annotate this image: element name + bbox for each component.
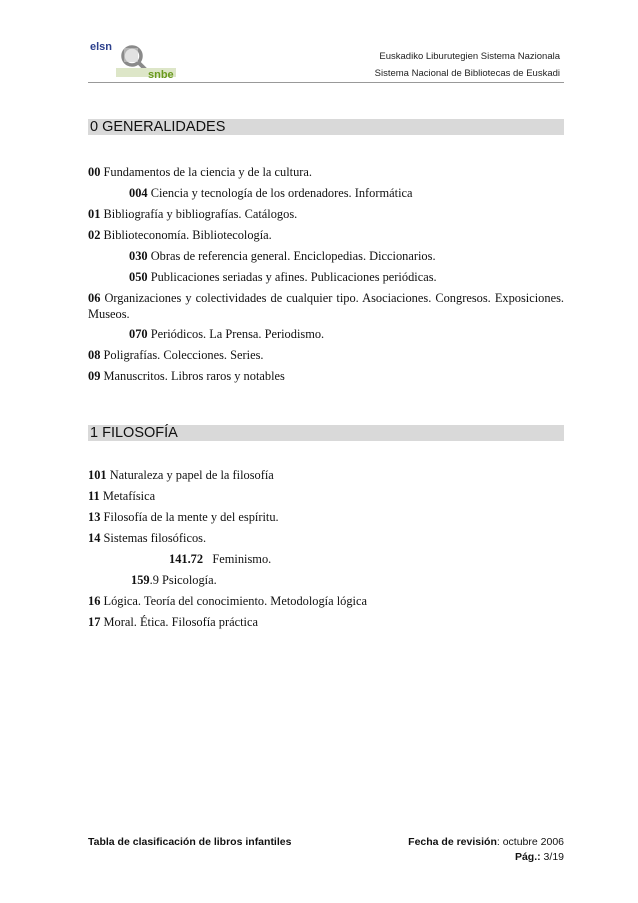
class-entry-16: 16 Lógica. Teoría del conocimiento. Metodología lógica	[88, 594, 367, 608]
class-entry-02: 02 Biblioteconomía. Bibliotecología.	[88, 228, 272, 242]
class-entry-09: 09 Manuscritos. Libros raros y notables	[88, 369, 285, 383]
class-entry-01: 01 Bibliografía y bibliografías. Catálogos.	[88, 207, 298, 221]
svg-text:elsn: elsn	[90, 41, 113, 53]
header-divider	[88, 82, 564, 83]
class-entry-00: 00 Fundamentos de la ciencia y de la cultura.	[88, 165, 312, 179]
svg-text:snbe: snbe	[148, 69, 174, 80]
class-entry-08: 08 Poligrafías. Colecciones. Series.	[88, 348, 264, 362]
class-entry-101: 101 Naturaleza y papel de la filosofía	[88, 468, 274, 482]
class-entry-070: 070 Periódicos. La Prensa. Periodismo.	[129, 327, 325, 341]
class-entry-004: 004 Ciencia y tecnología de los ordenadores. Informática	[129, 186, 413, 200]
footer-revision-date: Fecha de revisión: octubre 2006	[408, 836, 564, 848]
header-institution	[375, 48, 560, 82]
footer-revision-info	[408, 835, 564, 865]
header-line-spanish: Sistema Nacional de Bibliotecas de Euskadi	[374, 68, 560, 79]
header-line-basque: Euskadiko Liburutegien Sistema Nazionala	[379, 51, 560, 62]
class-entry-11: 11 Metafísica	[88, 489, 156, 503]
footer-document-title: Tabla de clasificación de libros infantiles	[88, 836, 292, 848]
page-header	[88, 38, 564, 84]
class-entry-030: 030 Obras de referencia general. Enciclopedias. Diccionarios.	[129, 249, 436, 263]
class-entry-06: 06 Organizaciones y colectividades de cualquier tipo. Asociaciones. Congresos. Exposiciones. Museos.	[88, 291, 564, 321]
elsn-snbe-logo	[88, 38, 178, 80]
footer-page-number: Pág.: 3/19	[514, 851, 564, 863]
class-entry-159-9: 159.9 Psicología.	[131, 573, 217, 587]
class-entry-050: 050 Publicaciones seriadas y afines. Publicaciones periódicas.	[129, 270, 437, 284]
class-entry-17: 17 Moral. Ética. Filosofía práctica	[88, 615, 258, 629]
section-heading-0: 0 GENERALIDADES	[88, 119, 564, 135]
class-entry-14: 14 Sistemas filosóficos.	[88, 531, 207, 545]
section-heading-1: 1 FILOSOFÍA	[88, 425, 564, 441]
class-entry-141-72: 141.72 Feminismo.	[169, 552, 272, 566]
class-entry-13: 13 Filosofía de la mente y del espíritu.	[88, 510, 279, 524]
